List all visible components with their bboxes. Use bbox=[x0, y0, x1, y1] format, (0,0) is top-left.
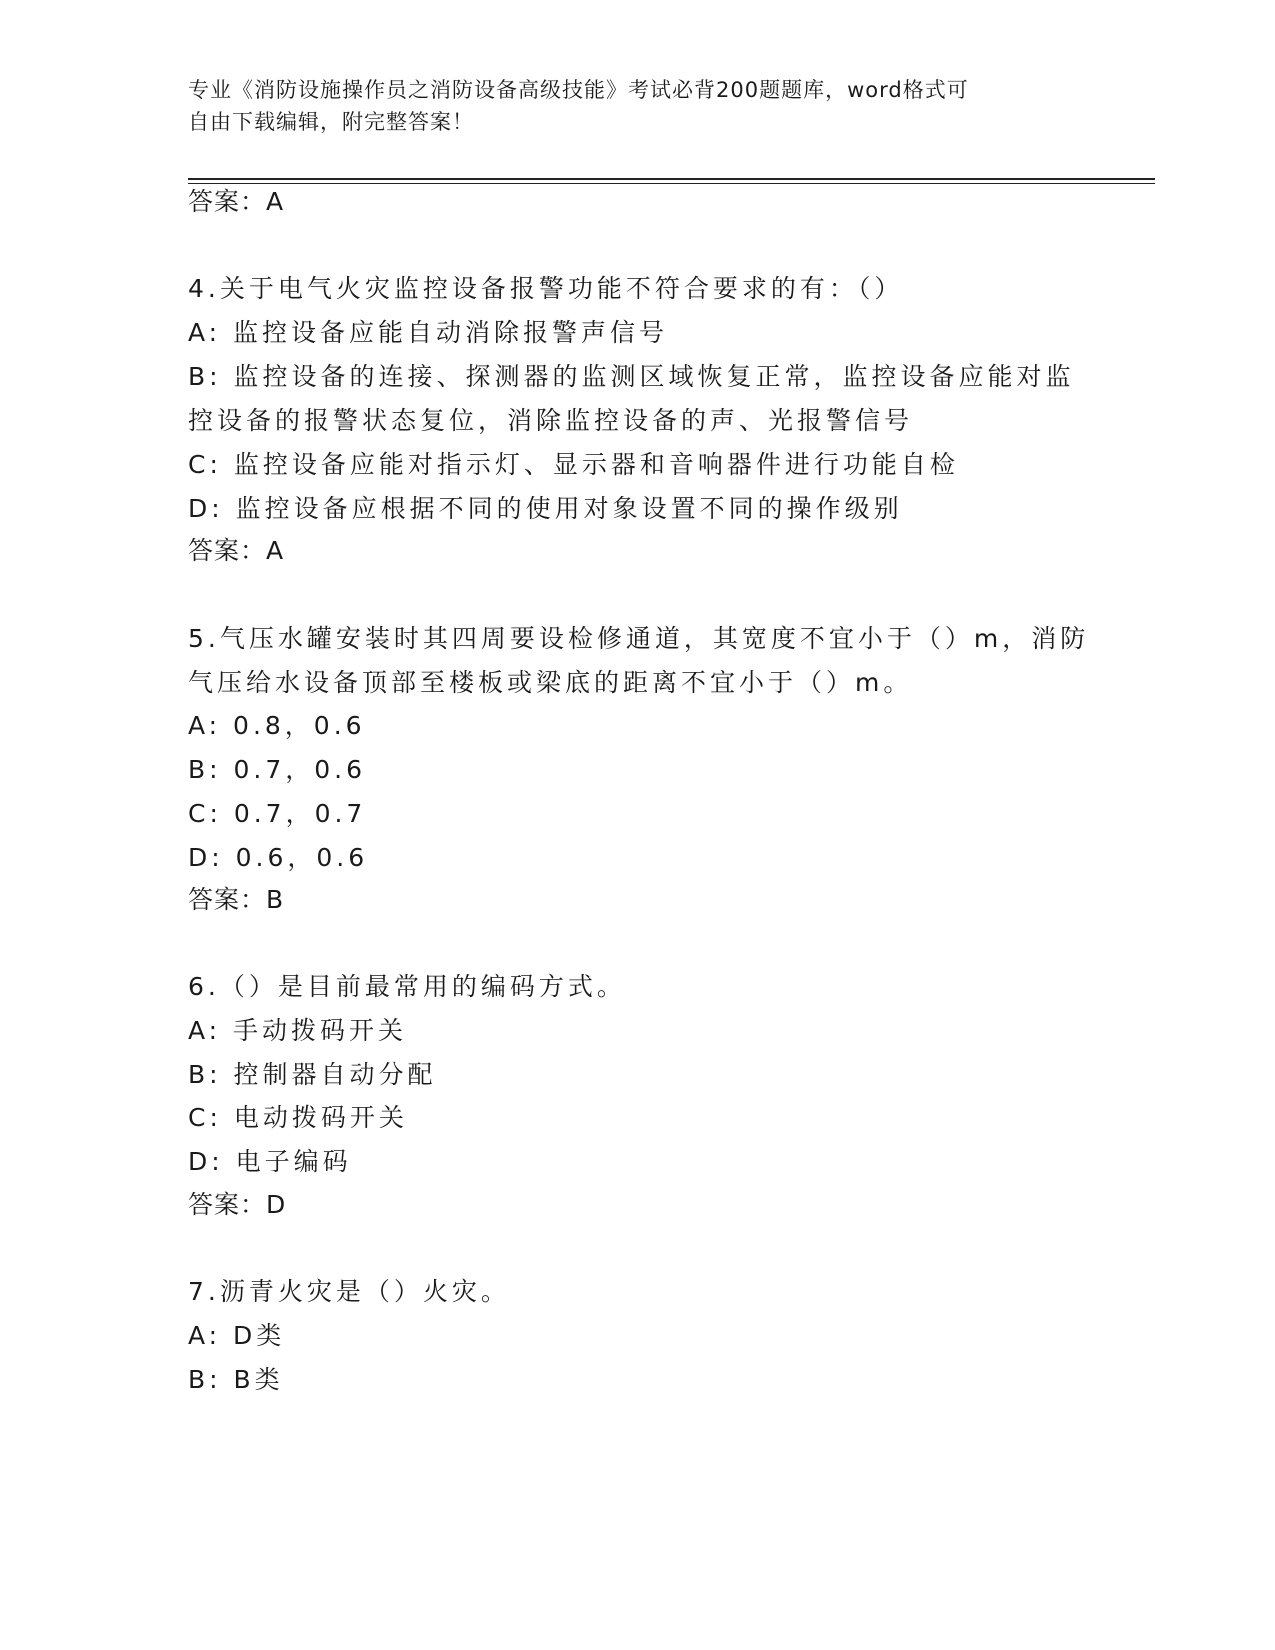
question-7-stem: 7.沥青火灾是（）火灾。 bbox=[188, 1277, 510, 1306]
question-6-option-c: C: 电动拨码开关 bbox=[188, 1103, 408, 1132]
header-line-2: 自由下载编辑，附完整答案！ bbox=[188, 110, 474, 134]
header-divider-thick bbox=[188, 178, 1155, 180]
question-5-stem-continued: 气压给水设备顶部至楼板或梁底的距离不宜小于（）m。 bbox=[188, 668, 913, 697]
question-5-option-b: B: 0.7，0.6 bbox=[188, 755, 367, 784]
header-line-1: 专业《消防设施操作员之消防设备高级技能》考试必背200题题库，word格式可 bbox=[188, 78, 969, 102]
question-5-option-a: A: 0.8，0.6 bbox=[188, 711, 366, 740]
question-5-stem: 5.气压水罐安装时其四周要设检修通道，其宽度不宜小于（）m，消防 bbox=[188, 624, 1090, 653]
question-5-option-d: D: 0.6，0.6 bbox=[188, 843, 369, 872]
question-4-option-b-continued: 控设备的报警状态复位，消除监控设备的声、光报警信号 bbox=[188, 406, 914, 435]
header-divider-thin bbox=[188, 183, 1155, 184]
question-4-answer: 答案：A bbox=[188, 536, 285, 565]
question-6-option-d: D: 电子编码 bbox=[188, 1147, 352, 1176]
question-6-option-b: B: 控制器自动分配 bbox=[188, 1060, 437, 1089]
question-6-stem: 6.（）是目前最常用的编码方式。 bbox=[188, 972, 626, 1001]
question-4-option-d: D: 监控设备应根据不同的使用对象设置不同的操作级别 bbox=[188, 494, 903, 523]
question-6-option-a: A: 手动拨码开关 bbox=[188, 1016, 408, 1045]
question-4-option-c: C: 监控设备应能对指示灯、显示器和音响器件进行功能自检 bbox=[188, 450, 959, 479]
question-6-answer: 答案：D bbox=[188, 1190, 287, 1219]
question-7-option-b: B: B类 bbox=[188, 1365, 284, 1394]
question-4-option-a: A: 监控设备应能自动消除报警声信号 bbox=[188, 318, 669, 347]
answer-previous: 答案：A bbox=[188, 187, 285, 216]
question-5-option-c: C: 0.7，0.7 bbox=[188, 799, 367, 828]
question-7-option-a: A: D类 bbox=[188, 1321, 286, 1350]
question-5-answer: 答案：B bbox=[188, 885, 285, 914]
question-4-option-b: B: 监控设备的连接、探测器的监测区域恢复正常，监控设备应能对监 bbox=[188, 362, 1075, 391]
question-4-stem: 4.关于电气火灾监控设备报警功能不符合要求的有：（） bbox=[188, 274, 904, 303]
document-header bbox=[188, 74, 1068, 138]
